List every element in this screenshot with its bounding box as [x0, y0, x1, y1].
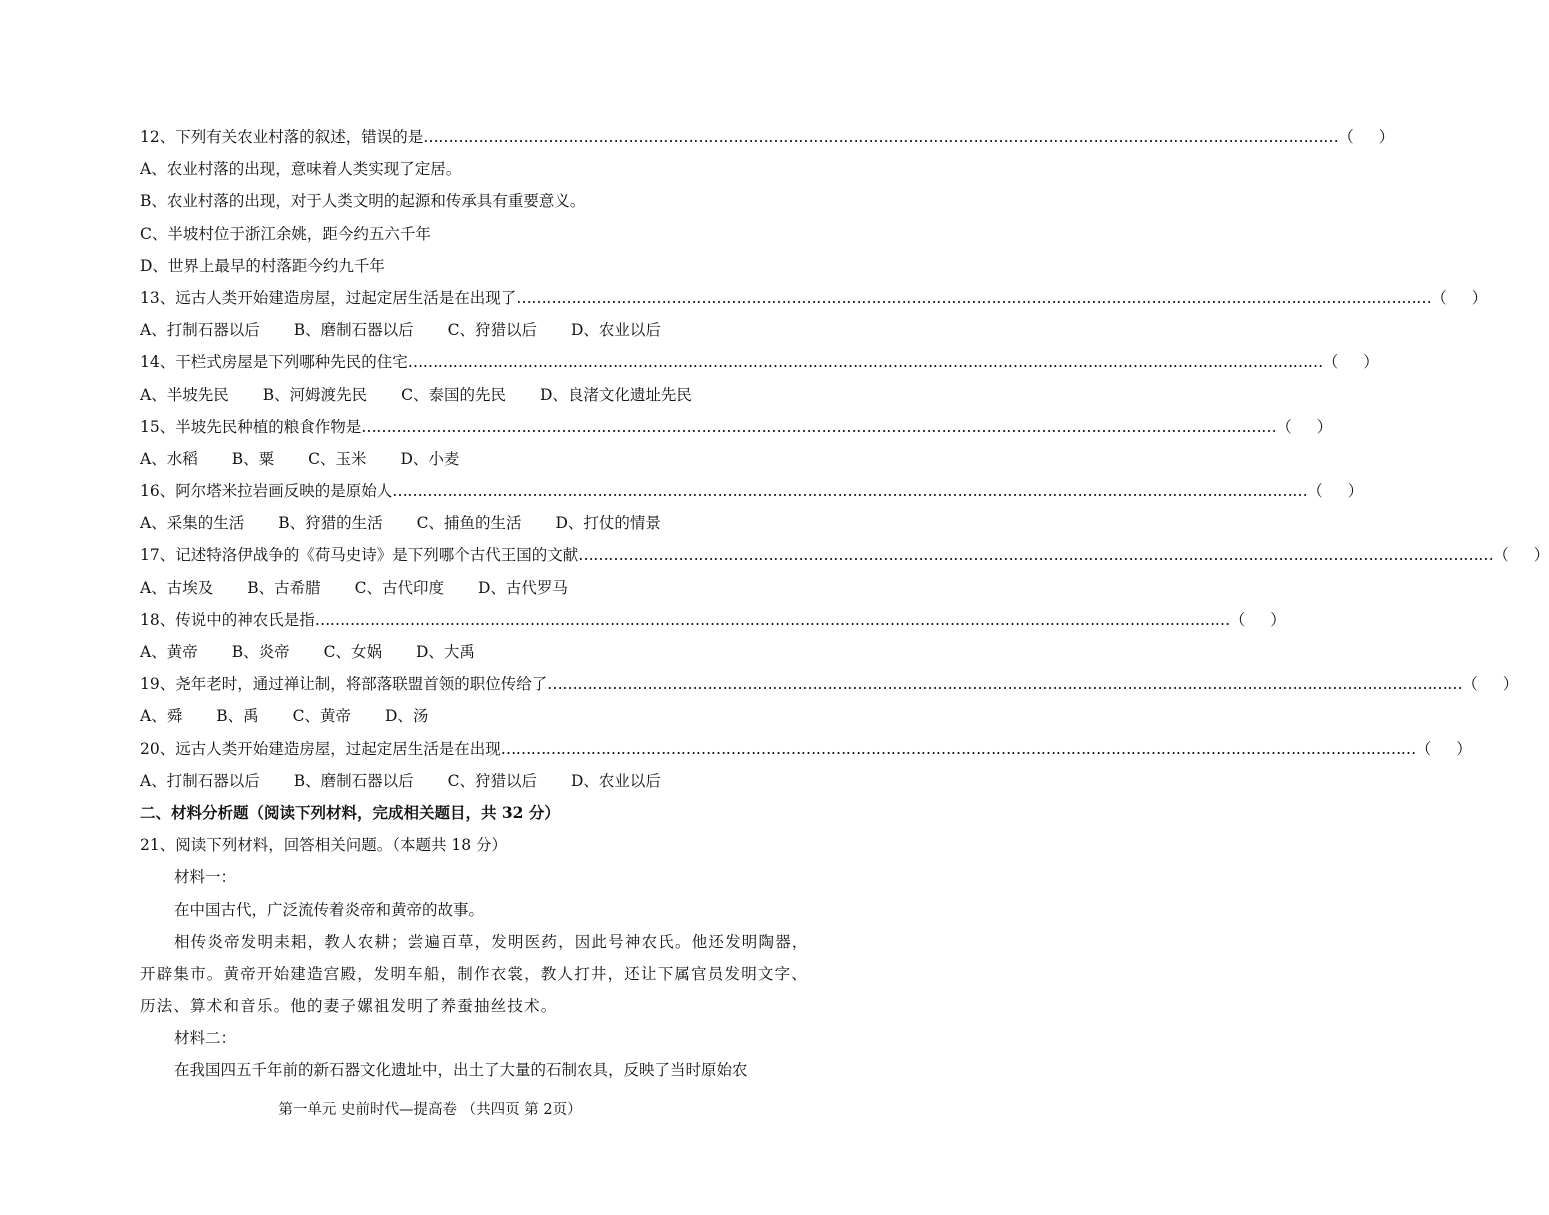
option-a: A、水稻 [140, 449, 198, 468]
answer-blank: （ ） [1307, 482, 1364, 501]
option-d: D、大禹 [415, 643, 475, 661]
material-1-label: 材料一： [174, 868, 237, 887]
option-c: C、女娲 [323, 643, 382, 661]
question-18 [140, 604, 1286, 636]
answer-blank: （ ） [1415, 739, 1472, 758]
leader-dots: ………………………………………………………………………………………………………………………………………………………………… [500, 739, 1416, 758]
material-2-paragraph-1: 在我国四五千年前的新石器文化遗址中，出土了大量的石制农具，反映了当时原始农 [174, 1061, 748, 1080]
question-17 [140, 539, 1549, 571]
leader-dots: ………………………………………………………………………………………………………………………………………………………………… [361, 417, 1277, 436]
page-content [140, 121, 1549, 1087]
leader-dots: ………………………………………………………………………………………………………………………………………………………………… [578, 546, 1494, 565]
option-c: C、狩猎以后 [447, 321, 537, 340]
question-20 [140, 733, 1472, 765]
option-a: A、采集的生活 [140, 514, 245, 533]
option-b: B、粟 [231, 449, 275, 468]
option-b: B、古希腊 [247, 578, 321, 597]
question-stem: 14、干栏式房屋是下列哪种先民的住宅 [140, 353, 408, 372]
option-d: D、打仗的情景 [555, 514, 661, 533]
question-16 [140, 475, 1364, 507]
material-1-paragraph-1: 在中国古代，广泛流传着炎帝和黄帝的故事。 [174, 900, 485, 919]
option-c: C、古代印度 [354, 578, 444, 597]
question-stem: 20、远古人类开始建造房屋，过起定居生活是在出现 [140, 739, 501, 758]
question-21: 21、阅读下列材料，回答相关问题。（本题共 18 分） [140, 836, 508, 855]
leader-dots: ………………………………………………………………………………………………………………………………………………………………… [407, 353, 1323, 372]
answer-blank: （ ） [1229, 610, 1286, 629]
option-c: C、玉米 [308, 449, 367, 468]
option-b: B、炎帝 [231, 643, 290, 661]
section-heading: 二、材料分析题（阅读下列材料，完成相关题目，共 32 分） [140, 802, 560, 822]
answer-blank: （ ） [1431, 288, 1488, 307]
option-d: D、农业以后 [570, 321, 661, 340]
question-stem: 16、阿尔塔米拉岩画反映的是原始人 [140, 482, 393, 501]
question-stem: 19、尧年老时，通过禅让制，将部落联盟首领的职位传给了 [140, 675, 548, 694]
option-d: D、良渚文化遗址先民 [539, 385, 692, 404]
leader-dots: ………………………………………………………………………………………………………………………………………………………………… [392, 482, 1308, 501]
question-stem: 15、半坡先民种植的粮食作物是 [140, 417, 362, 436]
option-a: A、打制石器以后 [140, 771, 260, 790]
option-a: A、古埃及 [140, 578, 214, 597]
option-b: B、狩猎的生活 [278, 514, 383, 533]
option-b: B、磨制石器以后 [293, 321, 414, 340]
option-c: C、狩猎以后 [447, 771, 537, 790]
question-19 [140, 668, 1519, 700]
option-a: A、舜 [140, 707, 183, 726]
answer-blank: （ ） [1493, 546, 1549, 565]
option-a: A、黄帝 [140, 643, 198, 661]
options-row [140, 765, 820, 797]
answer-blank: （ ） [1322, 353, 1379, 372]
option-b: B、河姆渡先民 [262, 385, 368, 404]
option-c: C、捕鱼的生活 [416, 514, 522, 533]
option-d: D、古代罗马 [477, 578, 568, 597]
answer-blank: （ ） [1462, 675, 1519, 694]
option-a: A、打制石器以后 [140, 321, 260, 340]
options-row [140, 443, 820, 475]
option-d: D、世界上最早的村落距今约九千年 [140, 256, 385, 275]
options-row [140, 700, 820, 732]
leader-dots: ………………………………………………………………………………………………………………………………………………………………… [547, 675, 1463, 694]
option-d: D、汤 [384, 707, 429, 726]
options-row [140, 572, 820, 604]
option-b: B、磨制石器以后 [293, 771, 414, 790]
question-stem: 17、记述特洛伊战争的《荷马史诗》是下列哪个古代王国的文献 [140, 546, 579, 565]
leader-dots: ………………………………………………………………………………………………………………………………………………………………… [314, 610, 1230, 629]
options-row [140, 507, 820, 539]
answer-blank: （ ） [1338, 128, 1395, 146]
option-a: A、半坡先民 [140, 385, 229, 404]
option-a: A、农业村落的出现，意味着人类实现了定居。 [140, 160, 462, 179]
option-b: B、农业村落的出现，对于人类文明的起源和传承具有重要意义。 [140, 192, 586, 211]
question-stem: 12、下列有关农业村落的叙述，错误的是 [140, 128, 424, 146]
material-1-paragraph-2: 相传炎帝发明耒耜，教人农耕；尝遍百草，发明医药，因此号神农氏。他还发明陶器，开辟集市。黄帝开始建造宫殿，发明车船，制作衣裳，教人打井，还让下属官员发明文字、历法、算术和音乐。他的妻子嫘祖发明了养蚕抽丝技术。 [140, 932, 809, 1016]
material-2-label: 材料二： [174, 1029, 237, 1048]
option-d: D、小麦 [400, 449, 460, 468]
leader-dots: ………………………………………………………………………………………………………………………………………………………………… [423, 128, 1339, 146]
option-d: D、农业以后 [570, 771, 661, 790]
question-stem: 13、远古人类开始建造房屋，过起定居生活是在出现了 [140, 288, 517, 307]
options-row [140, 314, 820, 346]
options-row [140, 379, 820, 411]
option-c: C、黄帝 [292, 707, 351, 726]
option-c: C、半坡村位于浙江余姚，距今约五六千年 [140, 224, 431, 243]
page-footer: 第一单元 史前时代—提高卷 （共四页 第 2页） [278, 1102, 582, 1118]
question-12 [140, 121, 1395, 153]
option-c: C、泰国的先民 [401, 385, 506, 404]
option-b: B、禹 [216, 707, 259, 726]
question-14 [140, 346, 1379, 378]
question-stem: 18、传说中的神农氏是指 [140, 610, 315, 629]
options-row [140, 636, 820, 668]
question-13 [140, 282, 1488, 314]
question-15 [140, 411, 1333, 443]
leader-dots: ………………………………………………………………………………………………………………………………………………………………… [516, 288, 1432, 307]
answer-blank: （ ） [1276, 417, 1333, 436]
